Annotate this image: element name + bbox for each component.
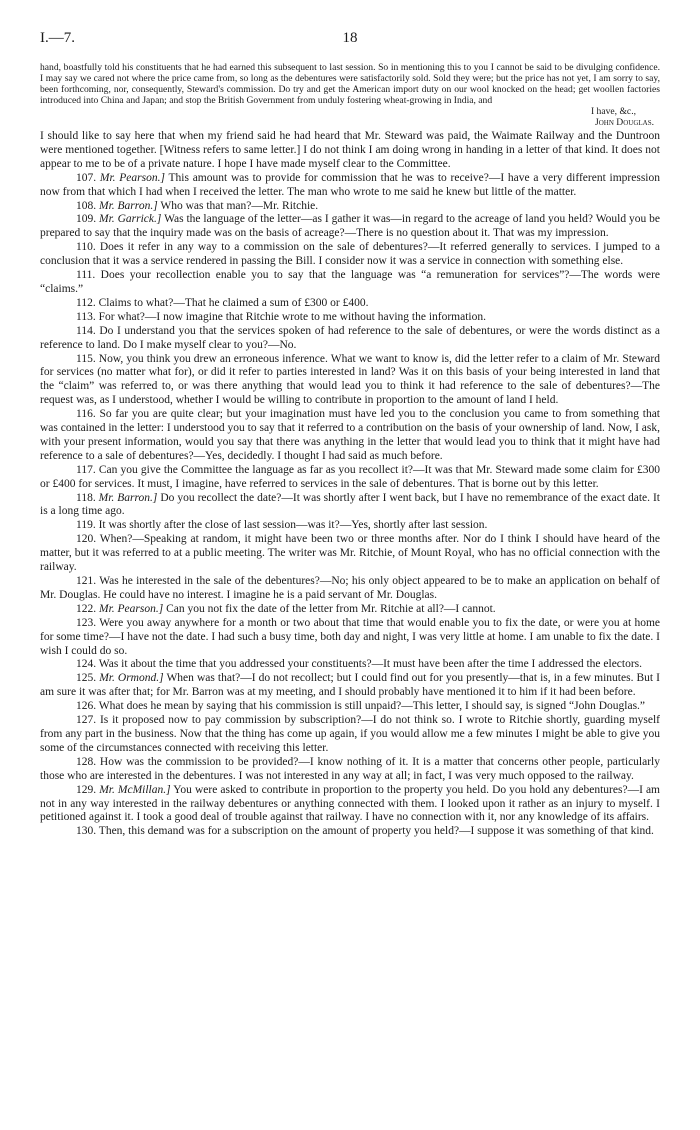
question-number: 120.: [76, 533, 97, 546]
evidence-body: [40, 130, 660, 839]
question-number: 123.: [76, 616, 97, 629]
speaker-name: Mr. Pearson.]: [99, 602, 164, 615]
question-number: 117.: [76, 463, 96, 476]
paragraph-text: Do you recollect the date?—It was shortly after I went back, but I have no remembrance of the exact date. It is a long time ago.: [40, 491, 661, 518]
question-number: 129.: [76, 783, 97, 796]
paragraph-text: Is it proposed now to pay commission by subscription?—I do not think so. I wrote to Ritchie shortly, guarding myself from any part in the business. Now that the thing has come up again, if you would allow me a few minutes I might be able to give you some of the circumstances connected with receiving this letter.: [40, 714, 660, 754]
question-number: 116.: [76, 408, 96, 421]
evidence-paragraph: [40, 130, 660, 172]
paragraph-text: So far you are quite clear; but your imagination must have led you to the conclusion you came to from something that was contained in the letter: I understood you to say that it referred to a contribution on the basis of your ownership of land. Now, I ask, with your present information, would you say that there was anything in the letter that would lead you to think that it might have had reference to a sale of debentures?—Yes, decidedly. I thought I had said as much before.: [40, 408, 661, 462]
evidence-paragraph: [40, 784, 660, 826]
paragraph-text: What does he mean by saying that his commission is still unpaid?—This letter, I should say, is signed “John Douglas.”: [98, 700, 646, 713]
paragraph-text: When was that?—I do not recollect; but I could find out for you presently—that is, in a few minutes. But I am sure it was after that; for Mr. Barron was at my meeting, and I should probably have mentioned it to him if it had been before.: [40, 672, 661, 699]
letter-closing: I have, &c.,: [590, 106, 636, 117]
question-number: 122.: [76, 602, 97, 615]
speaker-name: Mr. McMillan.]: [99, 783, 171, 796]
evidence-paragraph: [40, 464, 660, 492]
evidence-paragraph: [40, 269, 660, 297]
paragraph-text: Can you give the Committee the language as far as you recollect it?—It was that Mr. Steward made some claim for £300 or £400 for services. It must, I imagine, have referred to services in the sale of debentures. That is borne out by this letter.: [40, 463, 660, 490]
quoted-letter: [40, 62, 660, 128]
question-number: 114.: [76, 324, 96, 337]
question-number: 108.: [76, 199, 97, 212]
page-number: 18: [342, 30, 358, 46]
letter-closing-row: [40, 106, 660, 117]
question-number: 107.: [76, 171, 97, 184]
question-number: 109.: [76, 213, 97, 226]
paragraph-text: Do I understand you that the services spoken of had reference to the sale of debentures, or were the words distinct as a reference to land. Do I make myself clear to you?—No.: [40, 324, 661, 351]
evidence-paragraph: [40, 617, 660, 659]
paragraph-text: It was shortly after the close of last session—was it?—Yes, shortly after last session.: [98, 519, 488, 532]
question-number: 127.: [76, 714, 97, 727]
paragraph-text: This amount was to provide for commission that he was to receive?—I have a very different impression now from that which I had when I received the letter. The man who wrote to me said he knew but little of the matter.: [40, 171, 661, 198]
paragraph-text: Who was that man?—Mr. Ritchie.: [160, 199, 319, 212]
evidence-paragraph: [40, 756, 660, 784]
evidence-paragraph: [40, 200, 660, 214]
question-number: 128.: [76, 755, 97, 768]
paragraph-text: Then, this demand was for a subscription on the amount of property you held?—I suppose it was something of that kind.: [98, 825, 654, 838]
speaker-name: Mr. Pearson.]: [99, 171, 165, 184]
paragraph-text: Were you away anywhere for a month or two about that time that would enable you to fix the date, or were you at home for some time?—I have not the date. I had such a busy time, both day and night, I was very little at home. I am unable to fix the date. I wish I could do so.: [40, 616, 660, 657]
evidence-paragraph: [40, 519, 660, 533]
speaker-name: Mr. Garrick.]: [99, 213, 162, 226]
evidence-paragraph: [40, 325, 660, 353]
paragraph-text: I should like to say here that when my friend said he had heard that Mr. Steward was paid, the Waimate Railway and the Duntroon were mentioned together. [Witness refers to same letter.] I do not think I am doing wrong in handing in a letter of that kind. It does not appear to me to be of a private nature. I hope I have made myself clear to the Committee.: [40, 130, 660, 170]
evidence-paragraph: [40, 172, 660, 200]
speaker-name: Mr. Ormond.]: [99, 672, 164, 685]
question-number: 113.: [76, 310, 96, 323]
evidence-paragraph: [40, 603, 660, 617]
evidence-paragraph: [40, 408, 660, 464]
paragraph-text: Can you not fix the date of the letter from Mr. Ritchie at all?—I cannot.: [166, 602, 496, 615]
document-code: I.—7.: [40, 30, 75, 46]
question-number: 112.: [76, 296, 96, 309]
question-number: 124.: [76, 658, 97, 671]
paragraph-text: Was the language of the letter—as I gather it was—in regard to the acreage of land you held? Would you be prepared to say that the inquiry made was on the basis of acreage?—There is no question about it. That was my impression.: [40, 213, 661, 240]
question-number: 126.: [76, 700, 97, 713]
speaker-name: Mr. Barron.]: [99, 199, 158, 212]
paragraph-text: Does it refer in any way to a commission on the sale of debentures?—It referred generally to services. I jumped to a conclusion that it was a service rendered in passing the Bill. I consider now it was a service in connection with something else.: [40, 241, 660, 268]
question-number: 125.: [76, 672, 97, 685]
running-head: [40, 30, 660, 56]
evidence-paragraph: [40, 700, 660, 714]
paragraph-text: Claims to what?—That he claimed a sum of £300 or £400.: [98, 296, 369, 309]
question-number: 130.: [76, 825, 97, 838]
paragraph-text: For what?—I now imagine that Ritchie wrote to me without having the information.: [98, 310, 486, 323]
speaker-name: Mr. Barron.]: [98, 491, 158, 504]
evidence-paragraph: [40, 492, 660, 520]
evidence-paragraph: [40, 353, 660, 409]
evidence-paragraph: [40, 658, 660, 672]
question-number: 110.: [76, 241, 96, 254]
letter-text: hand, boastfully told his constituents that he had earned this subsequent to last session. So in mentioning this to you I cannot be said to be divulging confidence. I may say we cared not where the price came from, so long as the debentures were satisfactorily sold. Sold they were; but the price has not yet, I am sorry to say, been forthcoming, nor, consequently, Steward's commission. Do try and get the American import duty on our wool knocked on the head; get woollen factories introduced into China and Japan; and stop the British Government from unduly fostering wheat-growing in India, and: [40, 62, 660, 106]
letter-signature: John Douglas.: [594, 117, 654, 128]
paragraph-text: Does your recollection enable you to say that the language was “a remuneration for services”?—The words were “claims.”: [40, 269, 661, 295]
evidence-paragraph: [40, 311, 660, 325]
evidence-paragraph: [40, 241, 660, 269]
question-number: 118.: [76, 491, 96, 504]
evidence-paragraph: [40, 533, 660, 575]
evidence-paragraph: [40, 672, 660, 700]
paragraph-text: When?—Speaking at random, it might have been two or three months after. Nor do I think I should have heard of the matter, but it was referred to at a public meeting. The writer was Mr. Ritchie, of Mount Royal, who has no official connection with the railway.: [40, 533, 660, 574]
question-number: 121.: [76, 575, 97, 587]
paragraph-text: You were asked to contribute in proportion to the property you held. Do you hold any debentures?—I am not in any way interested in the railway debentures or anything connected with them. I looked upon it rather as an injury to myself. I petitioned against it. I took a good deal of trouble against that railway. I have no connection with it, nor any knowledge of its affairs.: [40, 783, 661, 824]
paragraph-text: Now, you think you drew an erroneous inference. What we want to know is, did the letter refer to a claim of Mr. Steward for services (no matter what for), or did it refer to parties interested in land? Was it on this basis of your being interested in land that the “claim” was referred to, or was there anything that would lead you to think it had reference to the sale of debentures?—The request was, as I understood, whether I would be willing to contribute in proportion to the amount of land I held.: [40, 352, 661, 407]
evidence-paragraph: [40, 297, 660, 311]
paragraph-text: How was the commission to be provided?—I know nothing of it. It is a matter that concerns other people, particularly those who are interested in the debentures. I was not interested in any way at all; in fact, I was very much opposed to the railway.: [40, 755, 660, 782]
evidence-paragraph: [40, 825, 660, 839]
evidence-paragraph: [40, 213, 660, 241]
evidence-paragraph: [40, 575, 660, 603]
evidence-paragraph: [40, 714, 660, 756]
paragraph-text: Was he interested in the sale of the debentures?—No; his only object appeared to be to make an application on behalf of Mr. Douglas. He could have no interest. I imagine he is a paid servant of Mr. Douglas.: [40, 575, 661, 601]
question-number: 119.: [76, 519, 96, 532]
question-number: 111.: [76, 269, 96, 282]
paragraph-text: Was it about the time that you addressed your constituents?—It must have been after the time I addressed the electors.: [98, 658, 643, 671]
question-number: 115.: [76, 352, 96, 365]
